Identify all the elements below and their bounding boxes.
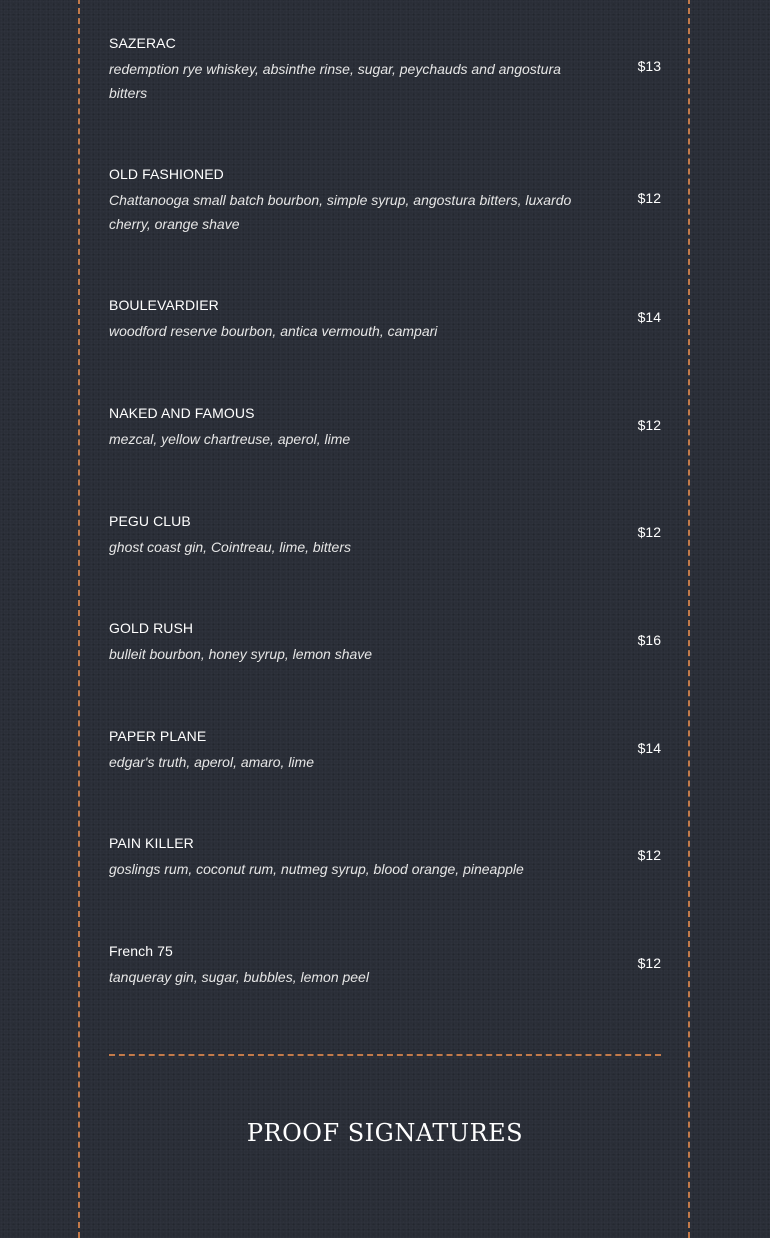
menu-item-description: ghost coast gin, Cointreau, lime, bitters [109,539,352,555]
menu-item-description: goslings rum, coconut rum, nutmeg syrup, blood orange, pineapple [109,861,524,877]
menu-item-price: $13 [637,58,661,74]
menu-item-pegu-club [109,512,661,559]
menu-item-text [109,296,584,343]
menu-item-name: BOULEVARDIER [109,297,219,313]
menu-item-description: redemption rye whiskey, absinthe rinse, sugar, peychauds and angostura bitters [109,61,561,101]
menu-item-description: tanqueray gin, sugar, bubbles, lemon peel [109,969,369,985]
menu-item-description: bulleit bourbon, honey syrup, lemon shave [109,646,373,662]
menu-item-price: $16 [637,632,661,648]
section-divider [109,1054,661,1056]
menu-item-text [109,165,584,236]
menu-item-paper-plane [109,727,661,774]
menu-item-gold-rush [109,619,661,666]
menu-item-name: OLD FASHIONED [109,166,224,182]
menu-item-pain-killer [109,834,661,881]
menu-item-text [109,512,584,559]
menu-item-price: $12 [637,417,661,433]
menu-item-text [109,404,584,451]
menu-item-naked-and-famous [109,404,661,451]
menu-item-boulevardier [109,296,661,343]
menu-item-sazerac [109,34,661,105]
menu-item-text [109,942,584,989]
menu-item-price: $14 [637,740,661,756]
section-title: PROOF SIGNATURES [246,1119,524,1147]
menu-item-description: woodford reserve bourbon, antica vermouth, campari [109,323,438,339]
menu-item-name: GOLD RUSH [109,620,194,636]
menu-item-text [109,727,584,774]
menu-item-name: French 75 [109,943,173,959]
menu-item-name: PEGU CLUB [109,513,191,529]
menu-item-price: $12 [637,955,661,971]
menu-item-name: PAIN KILLER [109,835,194,851]
menu-item-price: $12 [637,524,661,540]
menu-item-price: $12 [637,847,661,863]
menu-item-text [109,834,584,881]
menu-item-name: SAZERAC [109,35,176,51]
menu-item-description: mezcal, yellow chartreuse, aperol, lime [109,431,351,447]
menu-item-name: PAPER PLANE [109,728,207,744]
menu-item-price: $12 [637,190,661,206]
menu-item-text [109,34,584,105]
menu-item-description: edgar's truth, aperol, amaro, lime [109,754,314,770]
menu-item-description: Chattanooga small batch bourbon, simple syrup, angostura bitters, luxardo cherry, orange shave [109,192,572,232]
menu-item-old-fashioned [109,165,661,236]
menu-item-french-75 [109,942,661,989]
menu-item-price: $14 [637,309,661,325]
menu-item-name: NAKED AND FAMOUS [109,405,255,421]
menu-item-text [109,619,584,666]
